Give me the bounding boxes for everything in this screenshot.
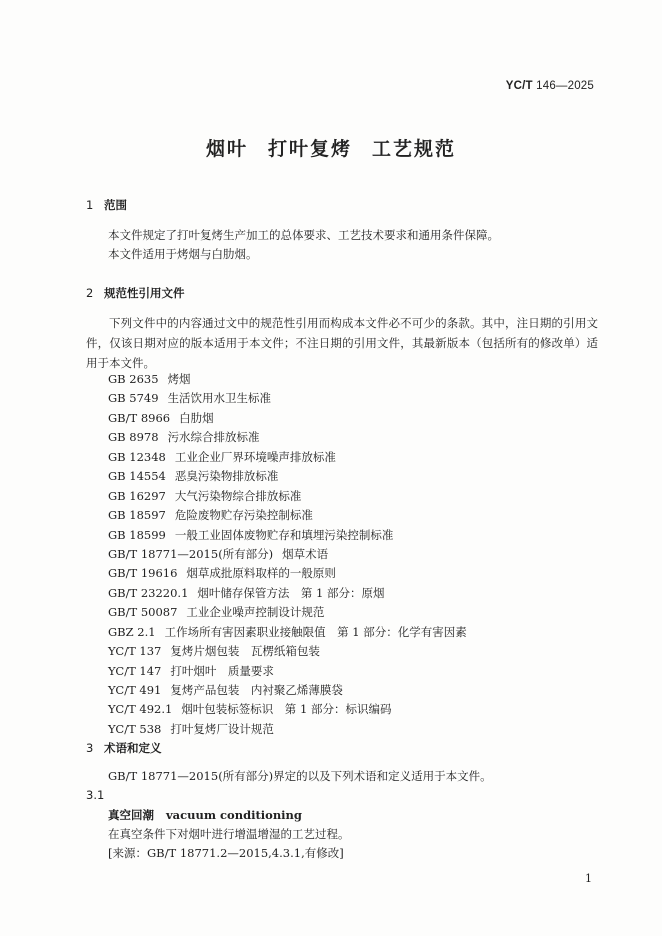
reference-item: GB 18599 一般工业固体废物贮存和填埋污染控制标准 [108, 527, 394, 542]
reference-item: GB 18597 危险废物贮存污染控制标准 [108, 508, 313, 523]
reference-item: GB/T 8966 白肋烟 [108, 410, 214, 425]
references-intro: 下列文件中的内容通过文中的规范性引用而构成本文件必不可少的条款。其中，注日期的引用文件，仅该日期对应的版本适用于本文件；不注日期的引用文件，其最新版本（包括所有的修改单）适用于本文件。 [86, 316, 598, 370]
reference-item: GB/T 50087 工业企业噪声控制设计规范 [108, 605, 325, 620]
section-1-heading: 1 范围 [86, 198, 127, 212]
term-definition: 在真空条件下对烟叶进行增温增湿的工艺过程。 [108, 827, 350, 841]
reference-item: GB 5749 生活饮用水卫生标准 [108, 391, 272, 406]
reference-item: GB 12348 工业企业厂界环境噪声排放标准 [108, 449, 336, 464]
reference-item: GB/T 18771—2015(所有部分) 烟草术语 [108, 546, 329, 561]
section-2-heading: 2 规范性引用文件 [86, 286, 185, 300]
reference-item: GB/T 23220.1 烟叶储存保管方法 第 1 部分：原烟 [108, 585, 385, 600]
reference-list [108, 371, 467, 740]
reference-item: GB 8978 污水综合排放标准 [108, 430, 260, 445]
scope-line-1: 本文件规定了打叶复烤生产加工的总体要求、工艺技术要求和通用条件保障。 [108, 228, 499, 242]
term-heading: 真空回潮 vacuum conditioning [108, 808, 302, 822]
standard-code: YC/T 146—2025 [505, 80, 594, 92]
scope-line-2: 本文件适用于烤烟与白肋烟。 [108, 247, 258, 261]
term-number: 3.1 [86, 788, 105, 802]
reference-item: GB 2635 烤烟 [108, 372, 191, 386]
reference-item: YC/T 538 打叶复烤厂设计规范 [108, 721, 274, 736]
reference-item: YC/T 491 复烤产品包装 内衬聚乙烯薄膜袋 [108, 683, 343, 697]
reference-item: YC/T 492.1 烟叶包装标签标识 第 1 部分：标识编码 [108, 702, 392, 717]
section-3-heading: 3 术语和定义 [86, 741, 162, 755]
document-title: 烟叶 打叶复烤 工艺规范 [205, 138, 457, 160]
reference-item: GB 16297 大气污染物综合排放标准 [108, 488, 302, 503]
reference-item: YC/T 147 打叶烟叶 质量要求 [108, 663, 274, 678]
reference-item: YC/T 137 复烤片烟包装 瓦楞纸箱包装 [108, 644, 320, 659]
term-source: [来源：GB/T 18771.2—2015,4.3.1,有修改] [108, 846, 344, 860]
page-number: 1 [585, 872, 592, 885]
reference-item: GB 14554 恶臭污染物排放标准 [108, 469, 279, 484]
reference-item: GB/T 19616 烟草成批原料取样的一般原则 [108, 566, 336, 581]
reference-item: GBZ 2.1 工作场所有害因素职业接触限值 第 1 部分：化学有害因素 [108, 624, 467, 639]
terms-intro: GB/T 18771—2015(所有部分)界定的以及下列术语和定义适用于本文件。 [108, 769, 492, 783]
